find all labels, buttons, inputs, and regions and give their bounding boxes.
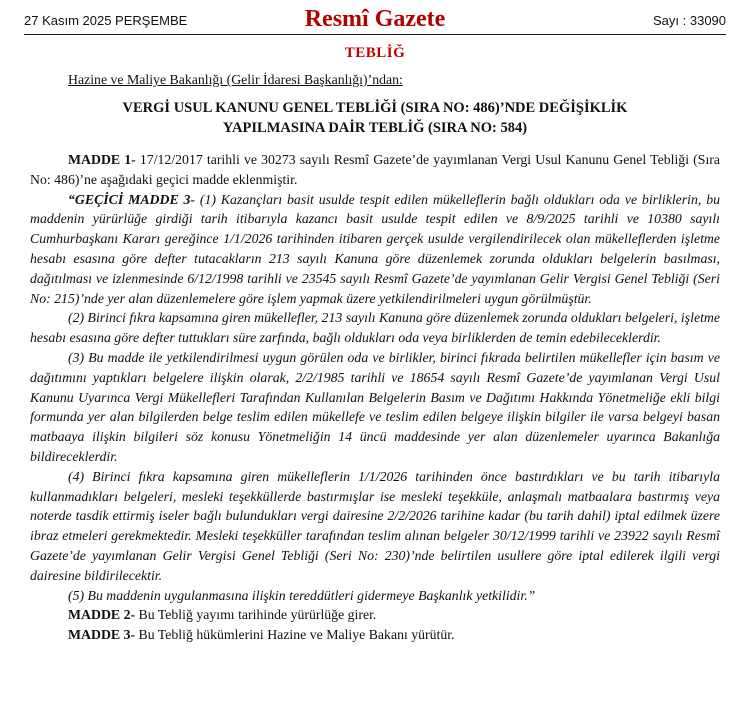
gazette-issue-number: Sayı : 33090: [653, 13, 727, 28]
paragraph-text: Bu Tebliğ yayımı tarihinde yürürlüğe girer.: [135, 607, 377, 623]
notice-title-line2: YAPILMASINA DAİR TEBLİĞ (SIRA NO: 584): [222, 120, 528, 136]
gazette-date: 27 Kasım 2025 PERŞEMBE: [24, 13, 188, 28]
notice-title-line1: VERGİ USUL KANUNU GENEL TEBLİĞİ (SIRA NO: 486)’NDE DEĞİŞİKLİK: [122, 100, 628, 116]
notice-content: [24, 72, 726, 645]
paragraph-text: (5) Bu maddenin uygulanmasına ilişkin tereddütleri gidermeye Başkanlık yetkilidir.”: [68, 587, 536, 603]
paragraph-madde-2: [30, 605, 720, 625]
paragraph-text: (4) Birinci fıkra kapsamına giren mükelleflerin 1/1/2026 tarihinden önce bastırdıkları ve bu tarih itibarıyla kullanmadıkları belgeleri, mesleki teşekküllerde bastırmışlar ise mesleki teşekküle, anlaşmalı matbaalara bastırmış veya noterde tasdik ettirmiş iseler bağlı bulundukları vergi dairesine 2/2/2026 tarihine kadar (bu tarih dahil) iptal edilmek üzere ibraz etmeleri gerekmektedir. Mesleki teşekküller tarafından teslim alınan belgeler 30/12/1999 tarihli ve 23922 sayılı Resmî Gazete’de yayımlanan Gelir Vergisi Genel Tebliği (Seri No: 230)’nde belirtilen usullere göre iptal edilerek ilgili vergi dairesine bildirilecektir.: [30, 468, 720, 583]
paragraph-lead: “GEÇİCİ MADDE 3-: [68, 191, 196, 207]
paragraph-text: (2) Birinci fıkra kapsamına giren mükellefler, 213 sayılı Kanuna göre düzenlemek zorunda oldukları belgeleri, işletme hesabı esasına göre defter tuttukları süre zarfında, bağlı oldukları oda veya birliklerden de temin edebileceklerdir.: [30, 310, 720, 346]
paragraph-lead: MADDE 1-: [68, 152, 136, 167]
paragraph-madde-3: [30, 625, 720, 645]
paragraph-lead: MADDE 3-: [68, 627, 136, 643]
paragraph-text: 17/12/2017 tarihli ve 30273 sayılı Resmî Gazete’de yayımlanan Vergi Usul Kanunu Genel Tebliği (Sıra No: 486)’ne aşağıdaki geçici madde eklenmiştir.: [30, 152, 720, 187]
paragraph-fikra-5: [30, 586, 720, 606]
notice-title: [30, 98, 720, 138]
gazette-masthead: [24, 6, 726, 32]
gazette-title: Resmî Gazete: [304, 6, 446, 32]
issuing-authority: Hazine ve Maliye Bakanlığı (Gelir İdaresi Başkanlığı)’ndan:: [68, 72, 403, 87]
paragraph-lead: MADDE 2-: [68, 607, 136, 623]
paragraph-text: (3) Bu madde ile yetkilendirilmesi uygun görülen oda ve birlikler, birinci fıkrada belirtilen mükellefler için basım ve dağıtımını yaptıkları belgelere ilişkin olarak, 2/2/1985 tarihli ve 18654 sayılı Resmî Gazete’de yayımlanan Vergi Usul Kanunu Uyarınca Vergi Mükellefleri Tarafından Kullanılan Belgelerin Basım ve Dağıtımı Hakkında Yönetmeliğe ekli bilgi formunda yer alan bilgilerden belge teslim edilen mükellefe ve teslim edilen belgeye ilişkin bilgiler ile varsa belgeyi basan matbaaya ilişkin bilgileri söz konusu Yönetmeliğin 14 üncü maddesinde yer alan düzenlemeler uyarınca Bakanlığa bildireceklerdir.: [30, 349, 720, 464]
paragraph-fikra-4: [30, 467, 720, 586]
section-label: TEBLİĞ: [344, 45, 406, 61]
paragraph-text: Bu Tebliğ hükümlerini Hazine ve Maliye Bakanı yürütür.: [135, 627, 455, 643]
header-divider: [24, 34, 726, 35]
paragraph-madde-1: [30, 150, 720, 190]
paragraph-text: (1) Kazançları basit usulde tespit edilen mükelleflerin bağlı oldukları oda ve birliklerin, bu maddenin yürürlüğe girdiği tarih itibarıyla kazancı basit usulde tespit edilen ve 8/9/2025 tarihli ve 10380 sayılı Cumhurbaşkanı Kararı gereğince 1/1/2026 tarihinden itibaren gerçek usulde vergilendirilecek olan mükelleflerden işletme hesabı esasına göre defter tutacakların 213 sayılı Kanuna göre düzenlemek zorunda oldukları belgelerin basılması, dağıtılması ve izlenmesinde 6/12/1998 tarihli ve 23545 sayılı Resmî Gazete’de yayımlanan Gelir Vergisi Genel Tebliği (Seri No: 215)’nde yer alan düzenlemelere göre işlem yapmak üzere yetkilendirilmeleri uygun görülmüştür.: [30, 191, 720, 306]
paragraph-fikra-2: [30, 308, 720, 348]
paragraph-gecici-madde-3-fikra-1: [30, 190, 720, 309]
paragraph-fikra-3: [30, 348, 720, 467]
issuing-authority-line: [30, 72, 720, 88]
